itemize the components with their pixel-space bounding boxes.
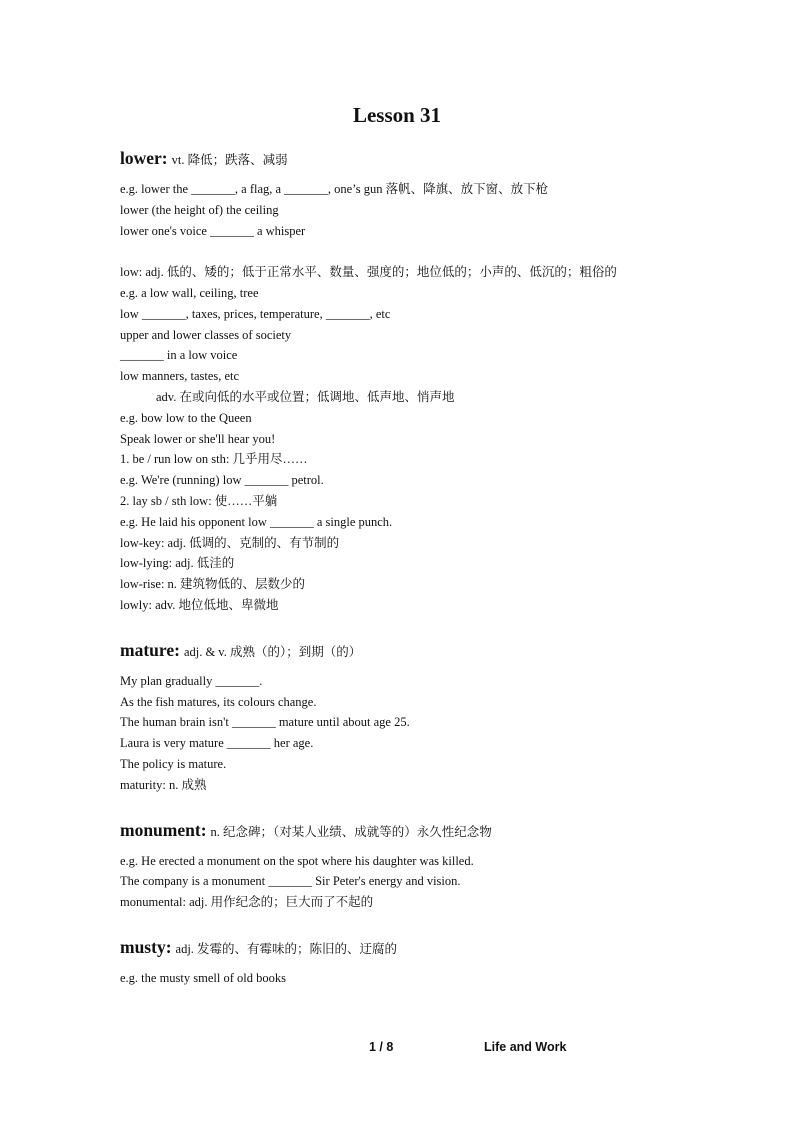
headword-definition: n. 纪念碑；（对某人业绩、成就等的）永久性纪念物 xyxy=(210,824,492,839)
derivative-line: lowly: adv. 地位低地、卑微地 xyxy=(120,597,279,612)
example-line: e.g. He laid his opponent low _______ a single punch. xyxy=(120,514,393,529)
headword-definition: vt. 降低；跌落、减弱 xyxy=(171,153,288,167)
example-line: low manners, tastes, etc xyxy=(120,369,240,384)
example-line: Speak lower or she'll hear you! xyxy=(120,431,276,446)
derivative-line: low-key: adj. 低调的、克制的、有节制的 xyxy=(120,535,340,550)
example-line: e.g. lower the _______, a flag, a _______, one’s gun 落帆、降旗、放下窗、放下枪 xyxy=(120,182,549,196)
example-line: The company is a monument _______ Sir Peter's energy and vision. xyxy=(120,874,461,889)
example-line: low _______, taxes, prices, temperature, _______, etc xyxy=(120,306,391,321)
headword-definition: adj. & v. 成熟（的）；到期（的） xyxy=(183,644,362,659)
derivative-line: monumental: adj. 用作纪念的；巨大而了不起的 xyxy=(120,895,374,910)
page-footer xyxy=(0,1040,794,1058)
example-line: e.g. We're (running) low _______ petrol. xyxy=(120,473,324,488)
entry-heading xyxy=(120,935,730,961)
entry-musty xyxy=(120,935,730,989)
example-line: lower (the height of) the ceiling xyxy=(120,202,279,217)
example-line: e.g. He erected a monument on the spot where his daughter was killed. xyxy=(120,853,474,868)
headword: mature: xyxy=(120,639,180,660)
entry-heading xyxy=(120,146,730,172)
derivative-line: low-lying: adj. 低洼的 xyxy=(120,556,235,571)
sub-entry-line: adv. 在或向低的水平或位置；低调地、低声地、悄声地 xyxy=(156,389,455,404)
spacer xyxy=(120,241,730,262)
example-line: My plan gradually _______. xyxy=(120,673,263,688)
headword: musty: xyxy=(120,936,172,957)
sub-entry-line: low: adj. 低的、矮的；低于正常水平、数量、强度的；地位低的；小声的、低沉的；粗俗的 xyxy=(120,265,617,280)
entry-monument xyxy=(120,818,730,913)
derivative-line: maturity: n. 成熟 xyxy=(120,777,207,792)
page-title: Lesson 31 xyxy=(352,103,442,127)
example-line: Laura is very mature _______ her age. xyxy=(120,736,314,751)
entry-heading xyxy=(120,818,730,844)
derivative-line: low-rise: n. 建筑物低的、层数少的 xyxy=(120,577,306,592)
example-line: e.g. the musty smell of old books xyxy=(120,970,286,985)
document-body xyxy=(120,146,730,989)
example-line: e.g. a low wall, ceiling, tree xyxy=(120,285,259,300)
entry-lower xyxy=(120,146,730,616)
example-line: The human brain isn't _______ mature until about age 25. xyxy=(120,715,410,730)
entry-heading xyxy=(120,638,730,664)
example-line: e.g. bow low to the Queen xyxy=(120,410,252,425)
headword: lower: xyxy=(120,148,168,168)
phrase-line: 1. be / run low on sth: 几乎用尽…… xyxy=(120,452,308,467)
headword-definition: adj. 发霉的、有霉味的；陈旧的、迂腐的 xyxy=(175,941,398,956)
example-line: _______ in a low voice xyxy=(120,348,238,363)
example-line: The policy is mature. xyxy=(120,756,227,771)
headword: monument: xyxy=(120,819,207,840)
example-line: lower one's voice _______ a whisper xyxy=(120,223,306,238)
example-line: upper and lower classes of society xyxy=(120,327,292,342)
phrase-line: 2. lay sb / sth low: 使……平躺 xyxy=(120,493,278,508)
running-title: Life and Work xyxy=(484,1040,567,1054)
example-line: As the fish matures, its colours change. xyxy=(120,694,317,709)
entry-mature xyxy=(120,638,730,796)
page-number: 1 / 8 xyxy=(369,1040,394,1054)
